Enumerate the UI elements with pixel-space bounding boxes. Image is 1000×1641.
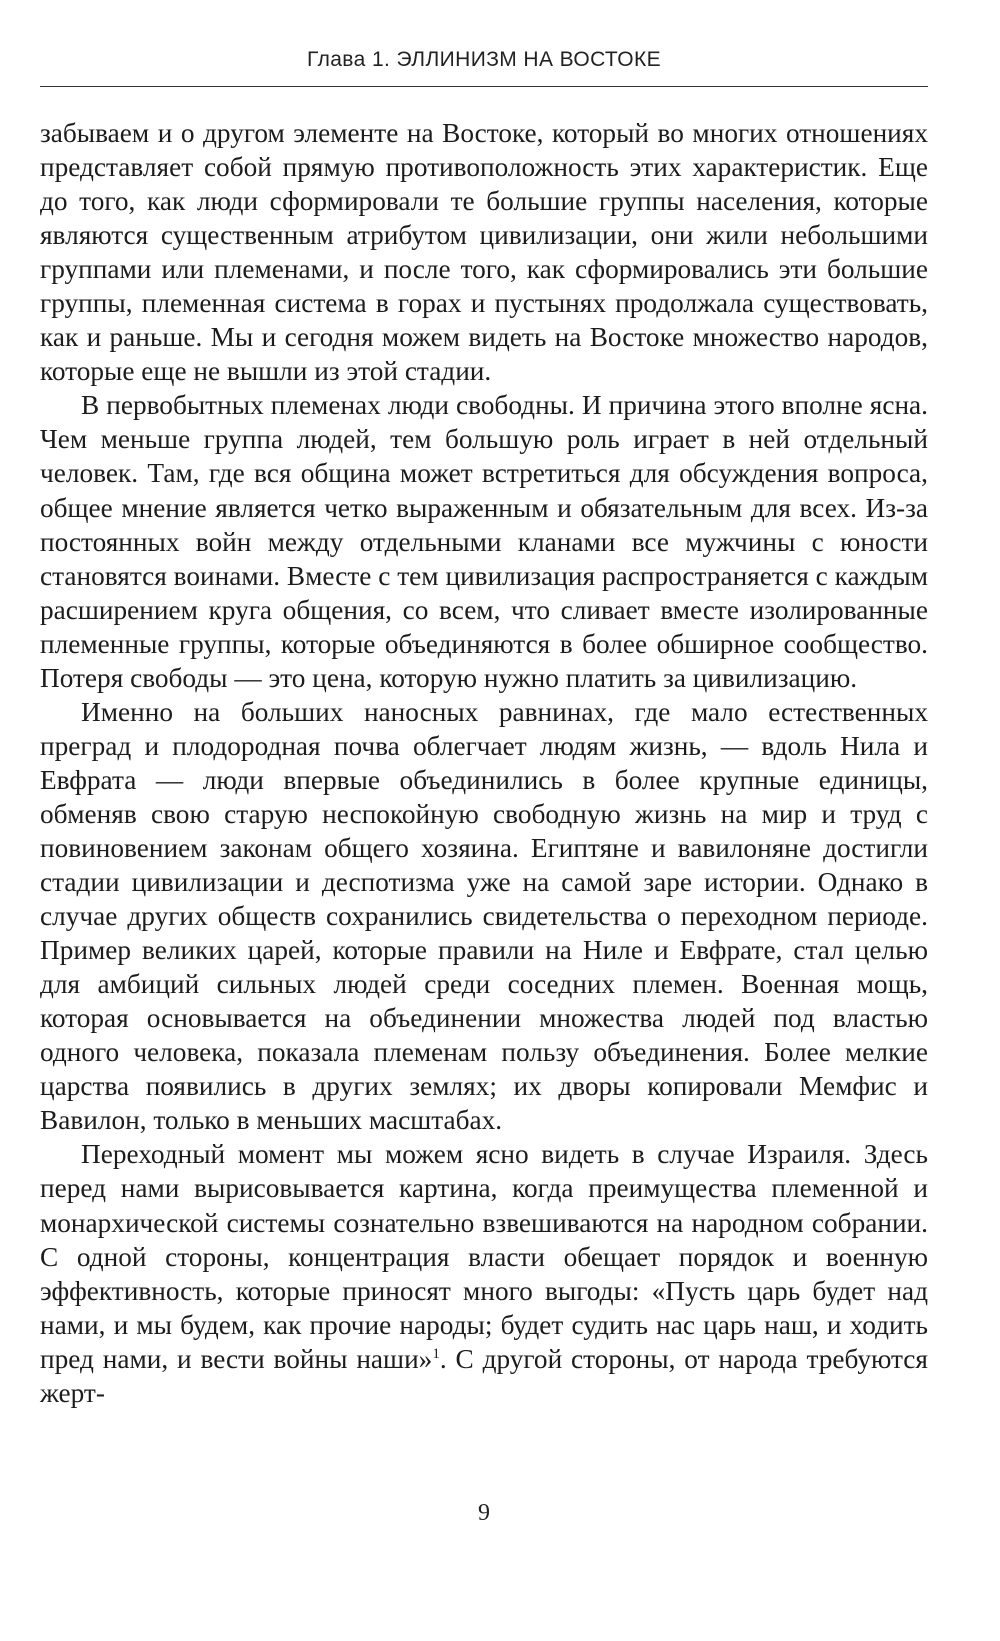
footnote-reference[interactable]: 1 [432, 1345, 440, 1362]
running-head-title: Глава 1. ЭЛЛИНИЗМ НА ВОСТОКЕ [306, 48, 661, 71]
paragraph-4 [40, 1137, 928, 1409]
paragraph-4-text-after: . С другой стороны, от народа требуются жерт- [40, 1343, 928, 1408]
paragraph-2: В первобытных племенах люди свободны. И причина этого вполне ясна. Чем меньше группа людей, тем большую роль играет в ней отдельный человек. Там, где вся община может встретиться для обсуждения вопроса, общее мнение является четко выраженным и обязательным для всех. Из-за постоянных войн между отдельными кланами все мужчины с юности становятся воинами. Вместе с тем цивилизация распространяется с каждым расширением круга общения, со всем, что сливает вместе изолированные племенные группы, которые объединяются в более обширное сообщество. Потеря свободы — это цена, которую нужно платить за цивилизацию. [40, 390, 928, 693]
header-rule [40, 86, 928, 87]
page-body [40, 116, 928, 1410]
paragraph-4-text: Переходный момент мы можем ясно видеть в случае Израиля. Здесь перед нами вырисовывается картина, когда преимущества племенной и монархической системы сознательно взвешиваются на народном собрании. С одной стороны, концентрация власти обещает порядок и военную эффективность, которые приносят много выгоды: «Пусть царь будет над нами, и мы будем, как прочие народы; будет судить нас царь наш, и ходить пред нами, и вести войны наши» [40, 1139, 928, 1374]
page-number: 9 [478, 1500, 490, 1526]
paragraph-3: Именно на больших наносных равнинах, где мало естественных преград и плодородная почва облегчает людям жизнь, — вдоль Нила и Евфрата — люди впервые объединились в более крупные единицы, обменяв свою старую неспокойную свободную жизнь на мир и труд с повиновением законам общего хозяина. Египтяне и вавилоняне достигли стадии цивилизации и деспотизма уже на самой заре истории. Однако в случае других обществ сохранились свидетельства о переходном периоде. Пример великих царей, которые правили на Ниле и Евфрате, стал целью для амбиций сильных людей среди соседних племен. Военная мощь, которая основывается на объединении множества людей под властью одного человека, показала племенам пользу объединения. Более мелкие царства появились в других землях; их дворы копировали Мемфис и Вавилон, только в меньших масштабах. [40, 696, 928, 1136]
paragraph-1: забываем и о другом элементе на Востоке, который во многих отношениях представляет собой прямую противоположность этих характеристик. Еще до того, как люди сформировали те большие группы населения, которые являются существенным атрибутом цивилизации, они жили небольшими группами или племенами, и после того, как сформировались эти большие группы, племенная система в горах и пустынях продолжала существовать, как и раньше. Мы и сегодня можем видеть на Востоке множество народов, которые еще не вышли из этой стадии. [40, 118, 928, 387]
